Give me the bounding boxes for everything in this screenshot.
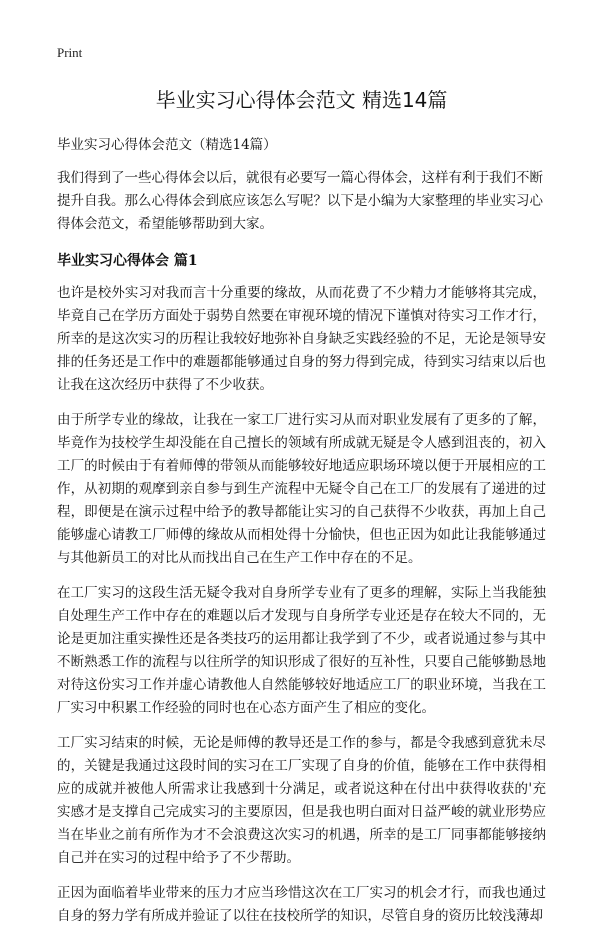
section-heading: 毕业实习心得体会 篇1 xyxy=(57,253,198,269)
page-title: 毕业实习心得体会范文 精选14篇 xyxy=(155,88,448,112)
body-paragraph-1: 也许是校外实习对我而言十分重要的缘故，从而花费了不少精力才能够将其完成，毕竟自己在学历方面处于弱势自然要在审视环境的情况下谨慎对待实习工作才行，所幸的是这次实习的历程让我较好地弥补自身缺乏实践经验的不足，无论是领导安排的任务还是工作中的难题都能够通过自身的努力得到完成，待到实习结束以后也让我在这次经历中获得了不少收获。 xyxy=(57,285,546,393)
print-link[interactable]: Print xyxy=(57,45,83,60)
body-paragraph-2: 由于所学专业的缘故，让我在一家工厂进行实习从而对职业发展有了更多的了解，毕竟作为技校学生却没能在自己擅长的领域有所成就无疑是令人感到沮丧的，初入工厂的时候由于有着师傅的带领从而能够较好地适应职场环境以便于开展相应的工作，从初期的观摩到亲自参与到生产流程中无疑令自己在工厂的发展有了递进的过程，即便是在演示过程中给予的教导都能让实习的自己获得不少收获，再加上自己能够虚心请教工厂师傅的缘故从而相处得十分愉快，但也正因为如此让我能够通过与其他新员工的对比从而找出自己在生产工作中存在的不足。 xyxy=(57,412,546,566)
body-paragraph-4: 工厂实习结束的时候，无论是师傅的教导还是工作的参与，都是令我感到意犹未尽的，关键是我通过这段时间的实习在工厂实现了自身的价值，能够在工作中获得相应的成就并被他人所需求让我感到十分满足，或者说这种在付出中获得收获的'充实感才是支撑自己完成实习的主要原因，但是我也明白面对日益严峻的就业形势应当在毕业之前有所作为才不会浪费这次实习的机遇，所幸的是工厂同事都能够接纳自己并在实习的过程中给予了不少帮助。 xyxy=(57,735,546,866)
document-subtitle: 毕业实习心得体会范文（精选14篇） xyxy=(57,137,277,153)
body-paragraph-3: 在工厂实习的这段生活无疑令我对自身所学专业有了更多的理解，实际上当我能独自处理生产工作中存在的难题以后才发现与自身所学专业还是存在较大不同的，无论是更加注重实操性还是各类技巧的运用都让我学到了不少，或者说通过参与其中不断熟悉工作的流程与以往所学的知识形成了很好的互补性，只要自己能够勤恳地对待这份实习工作并虚心请教他人自然能够较好地适应工厂的职业环境，当我在工厂实习中积累工作经验的同时也在心态方面产生了相应的变化。 xyxy=(57,585,546,716)
intro-paragraph: 我们得到了一些心得体会以后，就很有必要写一篇心得体会，这样有利于我们不断提升自我。那么心得体会到底应该怎么写呢？以下是小编为大家整理的毕业实习心得体会范文，希望能够帮助到大家。 xyxy=(57,170,543,232)
body-paragraph-5: 正因为面临着毕业带来的压力才应当珍惜这次在工厂实习的机会才行，而我也通过自身的努力学有所成并验证了以往在技校所学的知识，尽管自身的资历比较浅薄却 xyxy=(57,885,546,924)
